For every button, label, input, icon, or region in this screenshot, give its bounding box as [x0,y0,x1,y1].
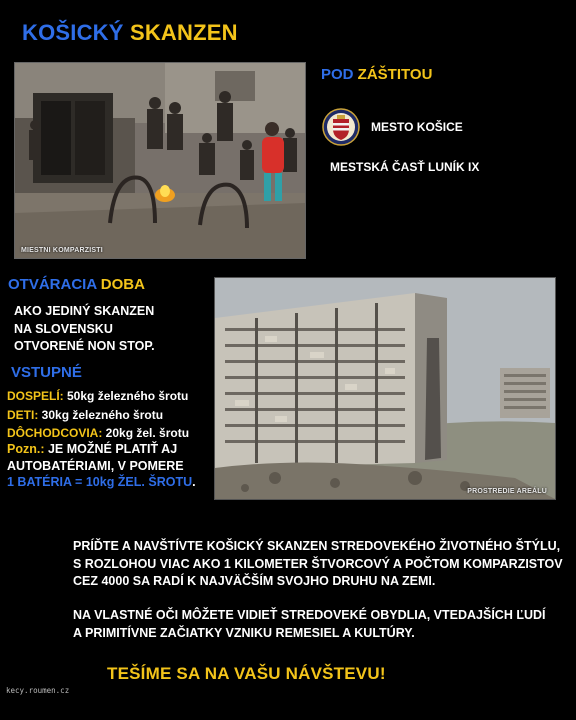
photo-area [214,277,556,500]
hours-heading [8,276,145,293]
fee-label: DETI: [7,407,39,422]
hours-line: AKO JEDINÝ SKANZEN [14,304,155,318]
description-paragraph-2 [73,607,563,642]
fee-value: 30kg železného šrotu [38,407,164,422]
hours-heading-part-1: OTVÁRACIA [8,276,97,293]
title-part-2: SKANZEN [123,20,238,45]
fee-value: 20kg žel. šrotu [102,426,190,440]
description-line: PRÍĎTE A NAVŠTÍVTE KOŠICKÝ SKANZEN STREDOVEKÉHO ŽIVOTNÉHO ŠTÝLU, [73,539,561,553]
title-part-1: KOŠICKÝ [22,20,124,45]
hours-text [14,303,214,356]
note-line-2: AUTOBATÉRIAMI, V POMERE [7,458,184,473]
hours-heading-part-2: DOBA [96,276,145,293]
description-paragraph-1 [73,538,563,591]
photo-area-caption: PROSTREDIE AREÁLU [467,488,547,495]
photo-locals-caption: MIESTNI KOMPARZISTI [21,247,103,254]
watermark: kecy.roumen.cz [6,686,70,695]
hours-line: NA SLOVENSKU [14,321,113,336]
note-line-1: JE MOŽNÉ PLATIŤ AJ [44,442,178,456]
note-line-3-end: . [192,475,196,489]
sponsor-heading [321,66,432,83]
fees-list [7,387,212,443]
description-line: S ROZLOHOU VIAC AKO 1 KILOMETER ŠTVORCOVÝ A POČTOM KOMPARZISTOV [73,556,563,571]
note-line-3-highlight: 1 BATÉRIA = 10kg ŽEL. ŠROTU [7,475,193,489]
fee-label: DOSPELÍ: [7,389,64,403]
photo-locals [14,62,306,259]
fees-note [7,441,217,491]
sponsor-district: MESTSKÁ ČASŤ LUNÍK IX [330,160,480,174]
sponsor-city: MESTO KOŠICE [371,120,463,134]
closing-slogan: TEŠÍME SA NA VAŠU NÁVŠTEVU! [107,664,386,683]
fees-heading: VSTUPNÉ [11,364,82,381]
hours-line: OTVORENÉ NON STOP. [14,339,155,353]
fee-row-children [7,406,212,425]
fee-label: DÔCHODCOVIA: [7,426,103,440]
fee-value: 50kg železného šrotu [63,389,189,403]
note-label: Pozn.: [7,442,45,456]
description-line: CEZ 4000 SA RADÍ K NAJVÄČŠÍM SVOJHO DRUHU NA ZEMI. [73,574,436,588]
fee-row-adults [7,387,212,406]
fee-row-seniors [7,424,212,443]
coat-of-arms-icon [322,108,360,146]
page-title [22,20,238,46]
photo-locals-illustration [15,63,305,258]
sponsor-heading-part-1: POD [321,66,354,83]
description-line: NA VLASTNÉ OČI MÔŽETE VIDIEŤ STREDOVEKÉ OBYDLIA, VTEDAJŠÍCH ĽUDÍ [73,608,546,622]
photo-area-illustration [215,278,555,499]
description-line: A PRIMITÍVNE ZAČIATKY VZNIKU REMESIEL A KULTÚRY. [73,625,415,640]
sponsor-heading-part-2: ZÁŠTITOU [353,66,433,83]
